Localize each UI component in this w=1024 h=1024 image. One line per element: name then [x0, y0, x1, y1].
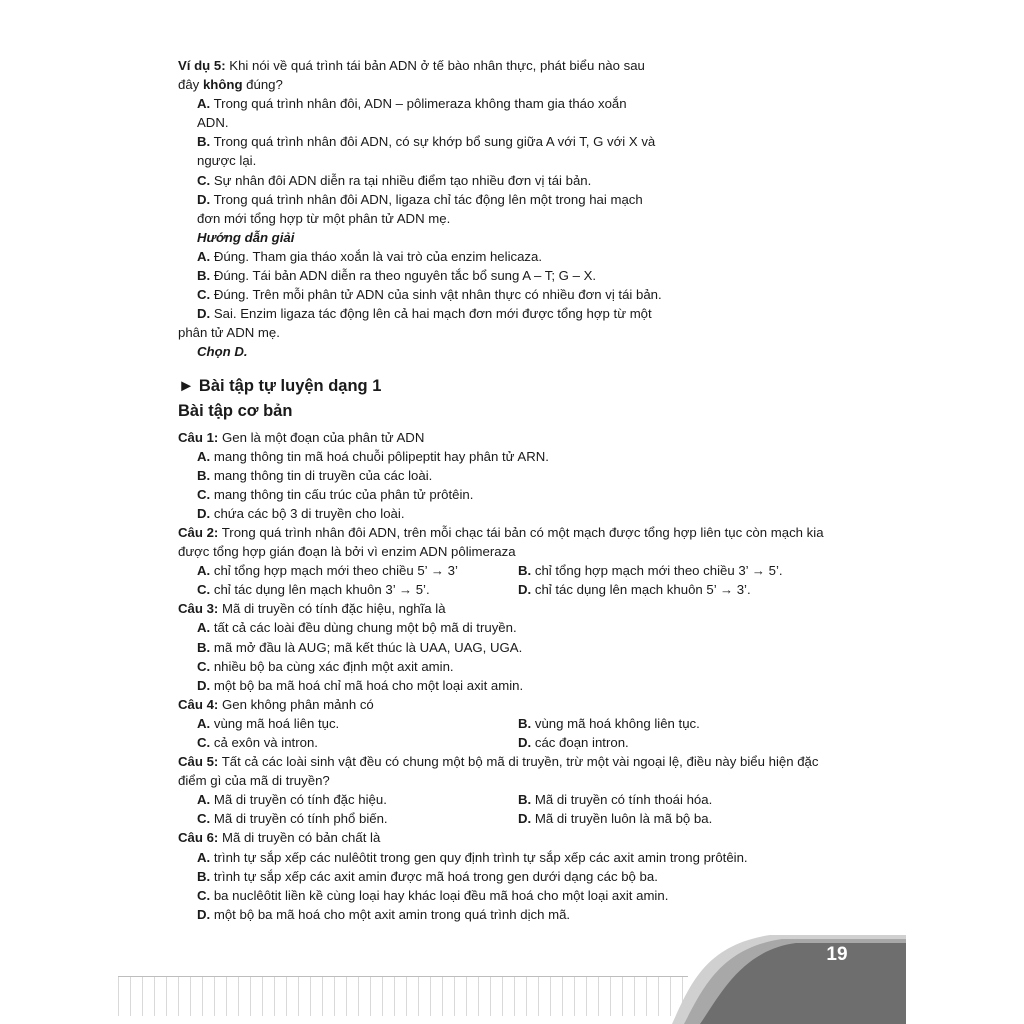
q6-option-d: D. một bộ ba mã hoá cho một axit amin trong quá trình dịch mã. [197, 906, 571, 922]
q4-option-a: A. vùng mã hoá liên tục. [197, 715, 340, 731]
q4-option-c: C. cả exôn và intron. [197, 735, 318, 750]
q3-option-d: D. một bộ ba mã hoá chỉ mã hoá cho một loại axit amin. [197, 677, 524, 693]
q2-option-c: C. chỉ tác dụng lên mạch khuôn 3’ → 5’. [197, 582, 430, 598]
guide-c: C. Đúng. Trên mỗi phân tử ADN của sinh vật nhân thực có nhiều đơn vị tái bản. [197, 287, 662, 303]
q6-option-c: C. ba nuclêôtit liền kề cùng loại hay khác loại đều mã hoá cho một loại axit amin. [197, 887, 669, 903]
answer: Chọn D. [197, 344, 248, 360]
question-5-cont: điểm gì của mã di truyền? [178, 773, 330, 789]
q3-option-b: B. mã mở đầu là AUG; mã kết thúc là UAA, UAG, UGA. [197, 639, 523, 655]
guide-b: B. Đúng. Tái bản ADN diễn ra theo nguyên tắc bổ sung A – T; G – X. [197, 268, 597, 284]
guide-a: A. Đúng. Tham gia tháo xoắn là vai trò của enzim helicaza. [197, 248, 543, 264]
page-number: 19 [826, 944, 848, 965]
guide-title: Hướng dẫn giải [197, 229, 295, 245]
guide-d-cont: phân tử ADN mẹ. [178, 325, 280, 341]
q5-option-a: A. Mã di truyền có tính đặc hiệu. [197, 792, 387, 808]
q2-option-d: D. chỉ tác dụng lên mạch khuôn 5’ → 3’. [518, 582, 751, 598]
q1-option-a: A. mang thông tin mã hoá chuỗi pôlipeptit hay phân tử ARN. [197, 448, 549, 464]
q6-option-a: A. trình tự sắp xếp các nulêôtit trong gen quy định trình tự sắp xếp các axit amin trong prôtêin. [197, 849, 748, 865]
q5-option-b: B. Mã di truyền có tính thoái hóa. [518, 792, 713, 808]
question-1: Câu 1: Gen là một đoạn của phân tử ADN [178, 429, 425, 445]
q3-option-c: C. nhiều bộ ba cùng xác định một axit amin. [197, 658, 454, 674]
question-2: Câu 2: Trong quá trình nhân đôi ADN, trên mỗi chạc tái bản có một mạch được tổng hợp liên tục còn mạch kia [178, 524, 824, 540]
question-4: Câu 4: Gen không phân mảnh có [178, 696, 374, 712]
example-question-line-1: Ví dụ 5: Khi nói về quá trình tái bản ADN ở tế bào nhân thực, phát biểu nào sau [178, 58, 645, 73]
section-title: ► Bài tập tự luyện dạng 1 [178, 376, 382, 395]
question-6: Câu 6: Mã di truyền có bản chất là [178, 830, 381, 846]
example-option-b: B. Trong quá trình nhân đôi ADN, có sự khớp bổ sung giữa A với T, G với X và [197, 134, 656, 150]
q2-option-a: A. chỉ tổng hợp mạch mới theo chiều 5’ → 3’ [197, 563, 458, 579]
question-5: Câu 5: Tất cả các loài sinh vật đều có chung một bộ mã di truyền, trừ một vài ngoại lệ, điều này biểu hiện đặc [178, 754, 819, 770]
q3-option-a: A. tất cả các loài đều dùng chung một bộ mã di truyền. [197, 620, 517, 636]
example-option-c: C. Sự nhân đôi ADN diễn ra tại nhiều điểm tạo nhiều đơn vị tái bản. [197, 172, 592, 188]
question-3: Câu 3: Mã di truyền có tính đặc hiệu, nghĩa là [178, 601, 446, 617]
q4-option-b: B. vùng mã hoá không liên tục. [518, 715, 700, 731]
example-option-a: A. Trong quá trình nhân đôi, ADN – pôlimeraza không tham gia tháo xoắn [197, 96, 627, 112]
example-option-d-cont: đơn mới tổng hợp từ một phân tử ADN mẹ. [197, 210, 451, 226]
guide-d: D. Sai. Enzim ligaza tác động lên cả hai mạch đơn mới được tổng hợp từ một [197, 306, 652, 322]
example-option-a-cont: ADN. [197, 115, 229, 131]
q1-option-d: D. chứa các bộ 3 di truyền cho loài. [197, 505, 405, 521]
q5-option-c: C. Mã di truyền có tính phổ biến. [197, 811, 388, 827]
example-option-b-cont: ngược lại. [197, 153, 257, 169]
question-2-cont: được tổng hợp gián đoạn là bởi vì enzim ADN pôlimeraza [178, 544, 516, 560]
example-label: Ví dụ 5: [178, 58, 226, 73]
q4-option-d: D. các đoạn intron. [518, 735, 629, 750]
q2-option-b: B. chỉ tổng hợp mạch mới theo chiều 3’ → 5’. [518, 563, 783, 579]
subsection-title: Bài tập cơ bản [178, 401, 293, 420]
q1-option-c: C. mang thông tin cấu trúc của phân tử prôtêin. [197, 486, 474, 502]
q1-option-b: B. mang thông tin di truyền của các loài. [197, 467, 433, 483]
example-option-d: D. Trong quá trình nhân đôi ADN, ligaza chỉ tác động lên một trong hai mạch [197, 191, 643, 207]
q5-option-d: D. Mã di truyền luôn là mã bộ ba. [518, 811, 713, 827]
q6-option-b: B. trình tự sắp xếp các axit amin được mã hoá trong gen dưới dạng các bộ ba. [197, 868, 658, 884]
example-question-line-2: đây không đúng? [178, 77, 283, 93]
emphasis-not: không [202, 77, 243, 93]
